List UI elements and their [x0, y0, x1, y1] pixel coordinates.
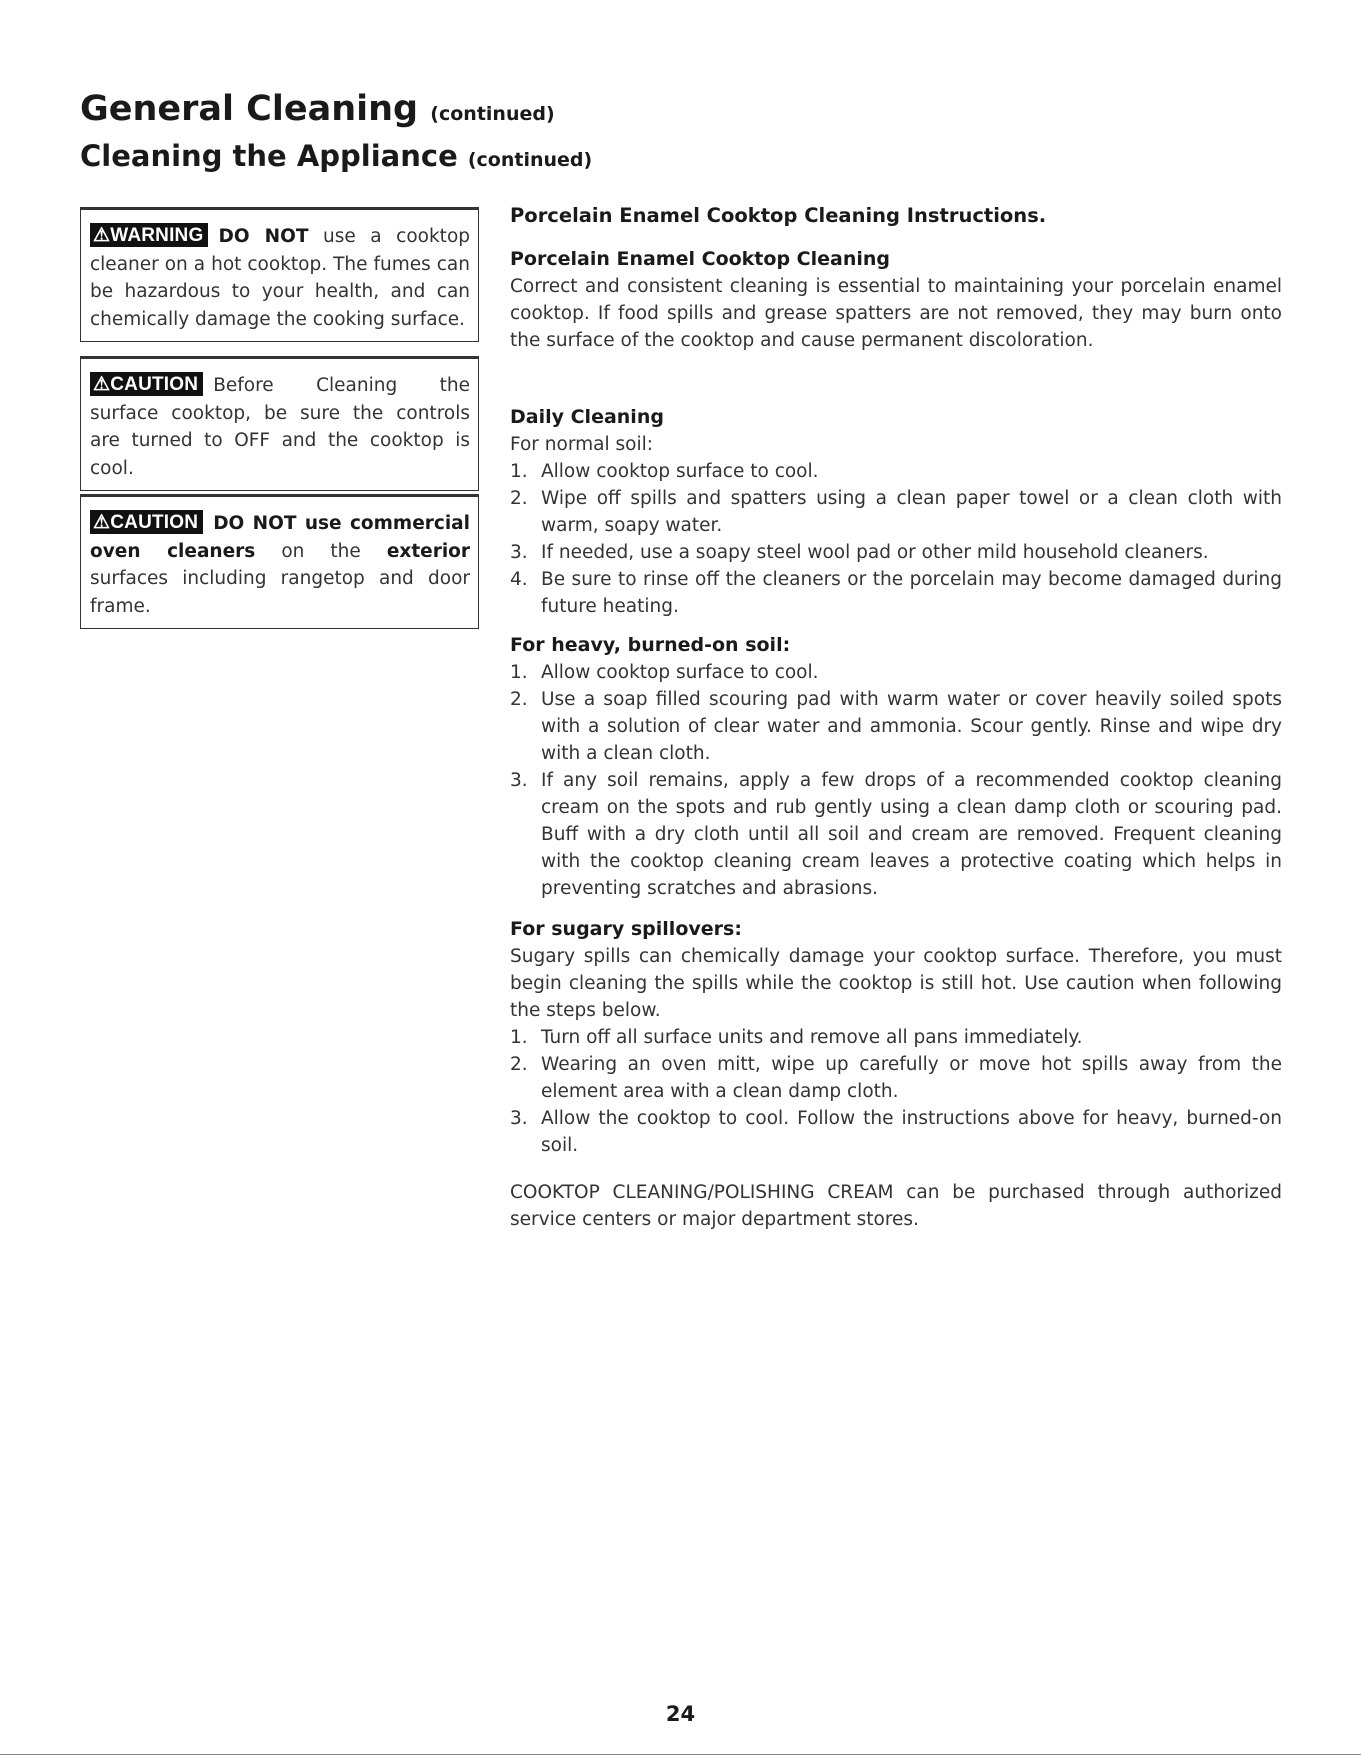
list-item: 1. Allow cooktop surface to cool.: [510, 461, 819, 482]
warning-badge: ⚠WARNING: [90, 223, 208, 247]
list-item: 2. Wipe off spills and spatters using a clean paper towel or a clean cloth with warm, soapy water.: [510, 488, 1282, 536]
title-suffix: (continued): [430, 103, 555, 125]
sugary-spillovers-steps: [510, 1024, 1282, 1159]
daily-cleaning-heading: Daily Cleaning: [510, 406, 664, 428]
warning-text: use a cooktop cleaner on a hot cooktop. The fumes can be hazardous to your health, and can chemically damage the cooking surface.: [90, 226, 471, 330]
daily-cleaning-steps: [510, 458, 1282, 620]
list-item: 1. Turn off all surface units and remove all pans immediately.: [510, 1027, 1083, 1048]
list-item: 3. Allow the cooktop to cool. Follow the instructions above for heavy, burned-on soil.: [510, 1108, 1282, 1156]
caution-strong-text-exterior: exterior: [386, 540, 471, 562]
page-title: [80, 88, 555, 135]
sugary-spillovers-lead: Sugary spills can chemically damage your cooktop surface. Therefore, you must begin cleaning the spills while the cooktop is still hot. Use caution when following the steps below.: [510, 946, 1282, 1021]
warning-notice: [80, 207, 479, 342]
caution-text: surfaces including rangetop and door frame.: [90, 568, 470, 617]
warning-strong-text: DO NOT: [218, 226, 309, 247]
page-subtitle: [80, 138, 592, 178]
intro-paragraph: Correct and consistent cleaning is essential to maintaining your porcelain enamel cooktop. If food spills and grease spatters are not removed, they may burn onto the surface of the cooktop and cause permanent discoloration.: [510, 276, 1282, 351]
section-heading: Porcelain Enamel Cooktop Cleaning Instructions.: [510, 204, 1047, 227]
title-text: General Cleaning: [80, 89, 419, 129]
caution-strong-text: DO NOT use commercial oven cleaners: [90, 513, 470, 562]
daily-cleaning-lead: For normal soil:: [510, 434, 653, 455]
bottom-rule: [0, 1754, 1361, 1755]
warning-badge-label: WARNING: [110, 225, 204, 246]
list-item: 2. Wearing an oven mitt, wipe up carefully or move hot spills away from the element area with a clean damp cloth.: [510, 1054, 1282, 1102]
caution-mid-text: on the: [255, 540, 387, 562]
caution-badge: ⚠CAUTION: [90, 372, 203, 396]
caution-notice-oven-cleaners: [80, 494, 479, 629]
list-item: 4. Be sure to rinse off the cleaners or the porcelain may become damaged during future heating.: [510, 569, 1282, 617]
cleaning-cream-note: COOKTOP CLEANING/POLISHING CREAM can be purchased through authorized service centers or major department stores.: [510, 1182, 1282, 1230]
caution-badge-label: CAUTION: [110, 512, 199, 533]
subtitle-text: Cleaning the Appliance: [80, 139, 458, 173]
caution-text: Before Cleaning the surface cooktop, be sure the controls are turned to OFF and the cooktop is cool.: [90, 375, 470, 479]
heavy-soil-heading: For heavy, burned-on soil:: [510, 634, 791, 656]
cleaning-instructions: [510, 202, 1282, 1233]
caution-badge: ⚠CAUTION: [90, 510, 203, 534]
heavy-soil-steps: [510, 659, 1282, 902]
sugary-spillovers-heading: For sugary spillovers:: [510, 918, 742, 940]
subsection-heading: Porcelain Enamel Cooktop Cleaning: [510, 248, 890, 270]
caution-badge-label: CAUTION: [110, 374, 199, 395]
caution-notice-before-cleaning: [80, 356, 479, 491]
subtitle-suffix: (continued): [467, 149, 593, 171]
list-item: 3. If any soil remains, apply a few drops of a recommended cooktop cleaning cream on the spots and rub gently using a clean damp cloth or scouring pad. Buff with a dry cloth until all soil and cream are removed. Frequent cleaning with the cooktop cleaning cream leaves a protective coating which helps in preventing scratches and abrasions.: [510, 770, 1282, 899]
list-item: 1. Allow cooktop surface to cool.: [510, 662, 819, 683]
list-item: 2. Use a soap filled scouring pad with warm water or cover heavily soiled spots with a solution of clear water and ammonia. Scour gently. Rinse and wipe dry with a clean cloth.: [510, 689, 1282, 764]
list-item: 3. If needed, use a soapy steel wool pad or other mild household cleaners.: [510, 542, 1209, 563]
page-number: 24: [665, 1702, 696, 1726]
